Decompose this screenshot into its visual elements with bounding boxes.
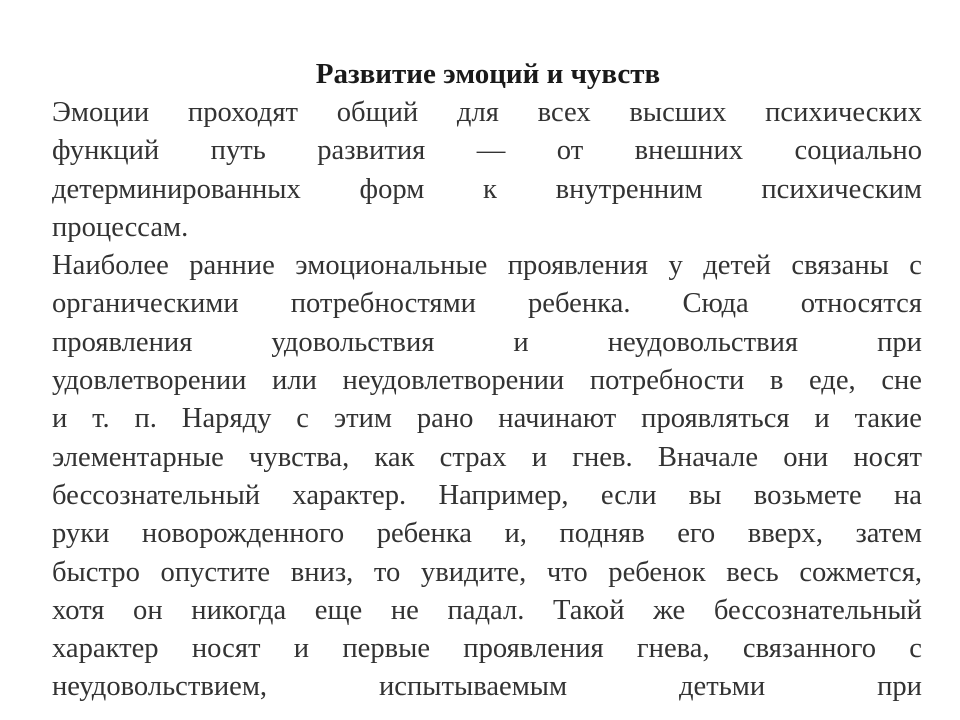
text-line: Эмоции проходят общий для всех высших психических [52, 97, 922, 128]
slide-body [52, 94, 922, 707]
text-line: руки новорожденного ребенка и, подняв его вверх, затем [52, 518, 922, 550]
text-line: функций путь развития — от внешних социально [52, 135, 922, 167]
slide-title: Развитие эмоций и чувств [315, 58, 661, 90]
text-line: неудовольствием, испытываемым детьми при [52, 671, 922, 703]
text-line: удовлетворении или неудовлетворении потребности в еде, сне [52, 365, 922, 397]
text-line: характер носят и первые проявления гнева, связанного с [52, 633, 922, 665]
text-line: и т. п. Наряду с этим рано начинают проявляться и такие [52, 403, 922, 435]
text-line: процессам. [52, 211, 189, 243]
paragraph-2 [52, 247, 922, 707]
text-line: хотя он никогда еще не падал. Такой же бессознательный [52, 594, 922, 626]
text-line: органическими потребностями ребенка. Сюда относятся [52, 288, 922, 320]
paragraph-1 [52, 94, 922, 247]
text-line: элементарные чувства, как страх и гнев. Вначале они носят [52, 441, 922, 473]
text-line: быстро опустите вниз, то увидите, что ребенок весь сожмется, [52, 556, 922, 588]
text-line: Наиболее ранние эмоциональные проявления у детей связаны с [52, 250, 922, 282]
text-line: детерминированных форм к внутренним психическим [52, 173, 922, 205]
text-line: проявления удовольствия и неудовольствия при [52, 326, 922, 358]
text-line: бессознательный характер. Например, если вы возьмете на [52, 479, 922, 511]
